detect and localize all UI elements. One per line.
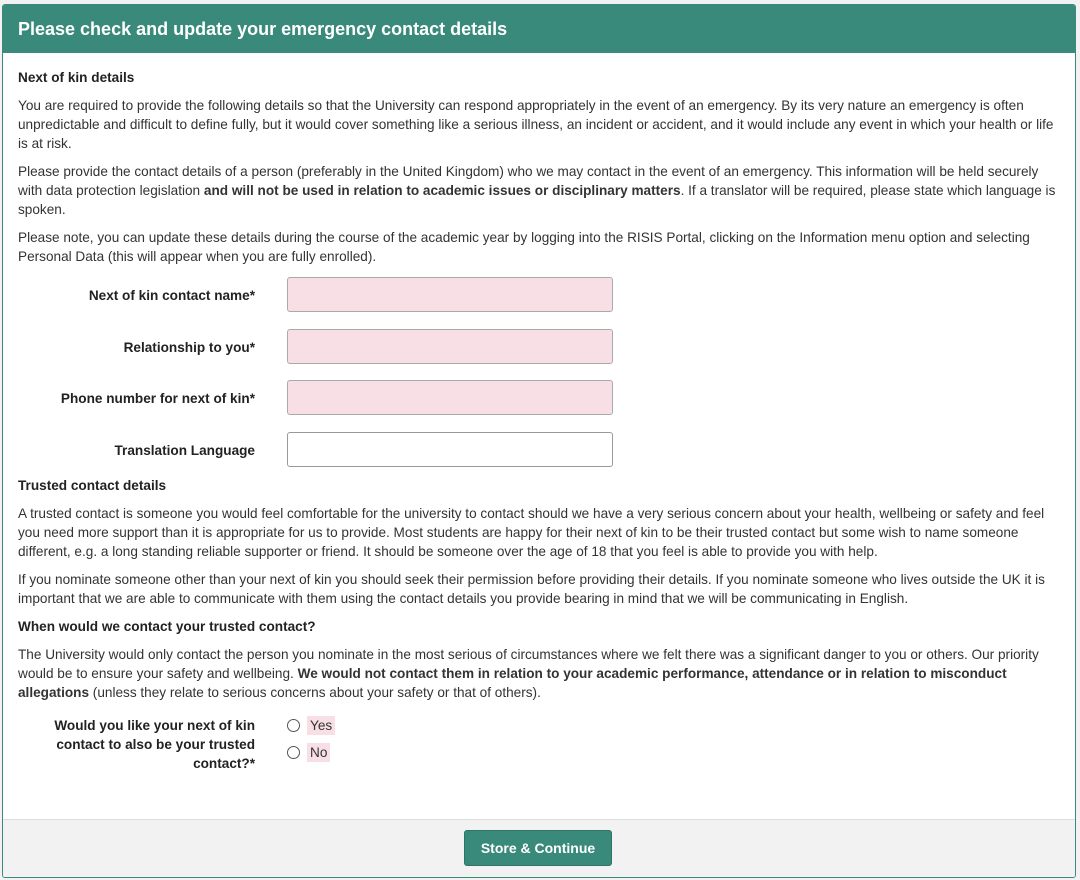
next-of-kin-instructions: Please provide the contact details of a person (preferably in the United Kingdom) who we may contact in the event of an emergency. This information will be held securely with data protection legislation and will not be used in relation to academic issues or disciplinary matters. If a translator will be required, please state which language is spoken. [18, 164, 1056, 217]
phone-input[interactable] [287, 380, 613, 415]
radio-option-yes[interactable] [287, 716, 335, 735]
panel-footer [3, 819, 1075, 877]
store-continue-button[interactable]: Store & Continue [464, 830, 612, 866]
radio-yes-circle[interactable] [287, 719, 300, 732]
trusted-contact-intro: A trusted contact is someone you would feel comfortable for the university to contact should we have a very serious concern about your health, wellbeing or safety and feel you need more support than it is appropriate for us to provide. Most students are happy for their next of kin to be their trusted contact but some wish to name someone different, e.g. a long standing reliable supporter or friend. It should be someone over the age of 18 that you feel is able to provide you with help. [18, 505, 1045, 559]
relationship-input[interactable] [287, 329, 613, 364]
trusted-contact-heading: Trusted contact details [18, 477, 167, 493]
panel-title: Please check and update your emergency contact details [3, 5, 1075, 53]
when-contact-text: The University would only contact the person you nominate in the most serious of circumstances where we felt there was a significant danger to you or others. Our priority would be to ensure your safety and wellbeing. We would not contact them in relation to your academic performance, attendance or in relation to misconduct allegations (unless they relate to serious concerns about your safety or that of others). [18, 646, 1039, 700]
trusted-contact-question [18, 716, 1060, 796]
next-of-kin-intro: You are required to provide the following details so that the University can respond appropriately in the event of an emergency. By its very nature an emergency is often unpredictable and difficult to define fully, but it would cover something like a serious illness, an incident or accident, and it would include any event in which your health or life is at risk. [18, 98, 1054, 151]
relationship-label: Relationship to you* [123, 339, 255, 355]
trusted-contact-permission: If you nominate someone other than your next of kin you should seek their permission before providing their details. If you nominate someone who lives outside the UK it is important that we are able to communicate with them using the contact details you provide bearing in mind that we will be communicating in English. [18, 571, 1045, 606]
translation-language-input[interactable] [287, 432, 613, 467]
kin-name-row [18, 277, 1060, 329]
radio-yes-label[interactable]: Yes [307, 716, 335, 735]
language-label: Translation Language [114, 442, 255, 458]
trusted-contact-question-label: Would you like your next of kin contact to also be your trusted contact?* [54, 717, 255, 771]
radio-option-no[interactable] [287, 743, 330, 762]
kin-name-label: Next of kin contact name* [88, 288, 255, 303]
phone-label: Phone number for next of kin* [60, 391, 255, 406]
emergency-contact-panel [2, 4, 1076, 878]
next-of-kin-heading: Next of kin details [18, 70, 135, 85]
phone-row [18, 380, 1060, 432]
kin-name-input[interactable] [287, 277, 613, 312]
radio-no-label[interactable]: No [307, 743, 330, 762]
radio-no-circle[interactable] [287, 746, 300, 759]
relationship-row [18, 329, 1060, 381]
language-row [18, 432, 1060, 476]
update-note: Please note, you can update these details during the course of the academic year by logging into the RISIS Portal, clicking on the Information menu option and selecting Personal Data (this will appear when you are fully enrolled). [18, 230, 1030, 264]
panel-body [3, 53, 1075, 796]
when-contact-heading: When would we contact your trusted contact? [18, 618, 316, 634]
